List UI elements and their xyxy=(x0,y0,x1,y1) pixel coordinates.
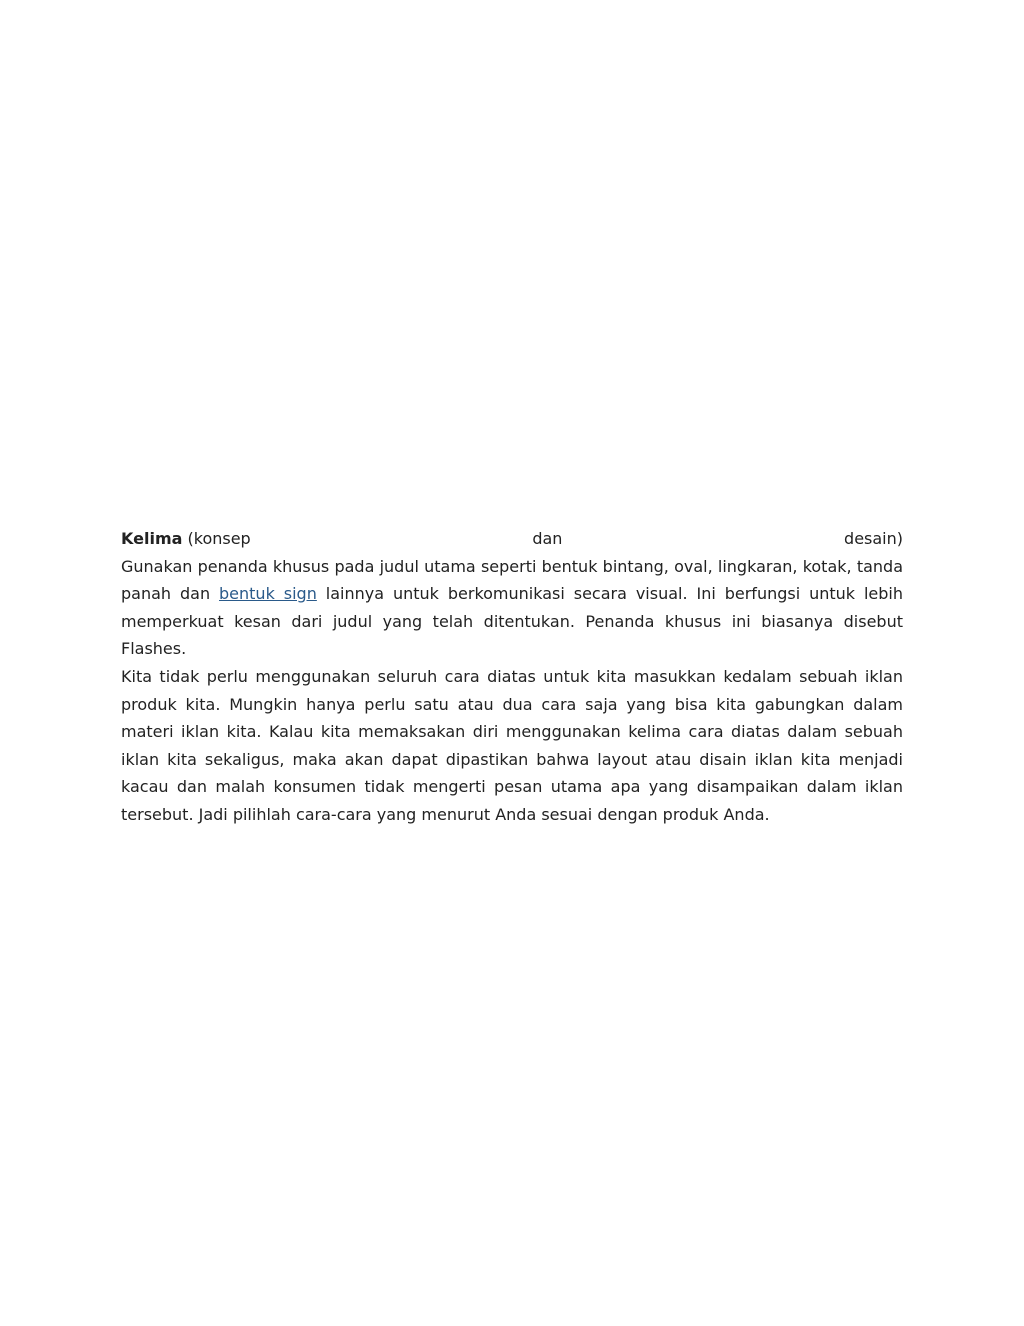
heading-bold-word: Kelima xyxy=(121,529,183,548)
bentuk-sign-link[interactable]: bentuk sign xyxy=(219,584,317,604)
section-heading xyxy=(121,525,903,553)
heading-open-word: (konsep xyxy=(187,529,251,548)
paragraph-flashes-part1: Gunakan penanda khusus pada judul utama seperti bentuk bintang, oval, lingkaran, kotak, tanda panah dan xyxy=(121,556,903,604)
heading-close-word: desain) xyxy=(844,529,903,548)
heading-middle-word: dan xyxy=(532,529,563,548)
document-body xyxy=(121,525,903,829)
paragraph-flashes-part2: lainnya untuk berkomunikasi secara visual. Ini berfungsi untuk lebih memperkuat kesan dari judul yang telah ditentukan. Penanda khusus ini biasanya disebut Flashes. xyxy=(121,584,904,659)
paragraph-conclusion: Kita tidak perlu menggunakan seluruh cara diatas untuk kita masukkan kedalam sebuah iklan produk kita. Mungkin hanya perlu satu atau dua cara saja yang bisa kita gabungkan dalam materi iklan kita. Kalau kita memaksakan diri menggunakan kelima cara diatas dalam sebuah iklan kita sekaligus, maka akan dapat dipastikan bahwa layout atau disain iklan kita menjadi kacau dan malah konsumen tidak mengerti pesan utama apa yang disampaikan dalam iklan tersebut. Jadi pilihlah cara-cara yang menurut Anda sesuai dengan produk Anda. xyxy=(121,666,903,824)
heading-start xyxy=(121,525,251,553)
paragraph-flashes xyxy=(121,553,903,663)
